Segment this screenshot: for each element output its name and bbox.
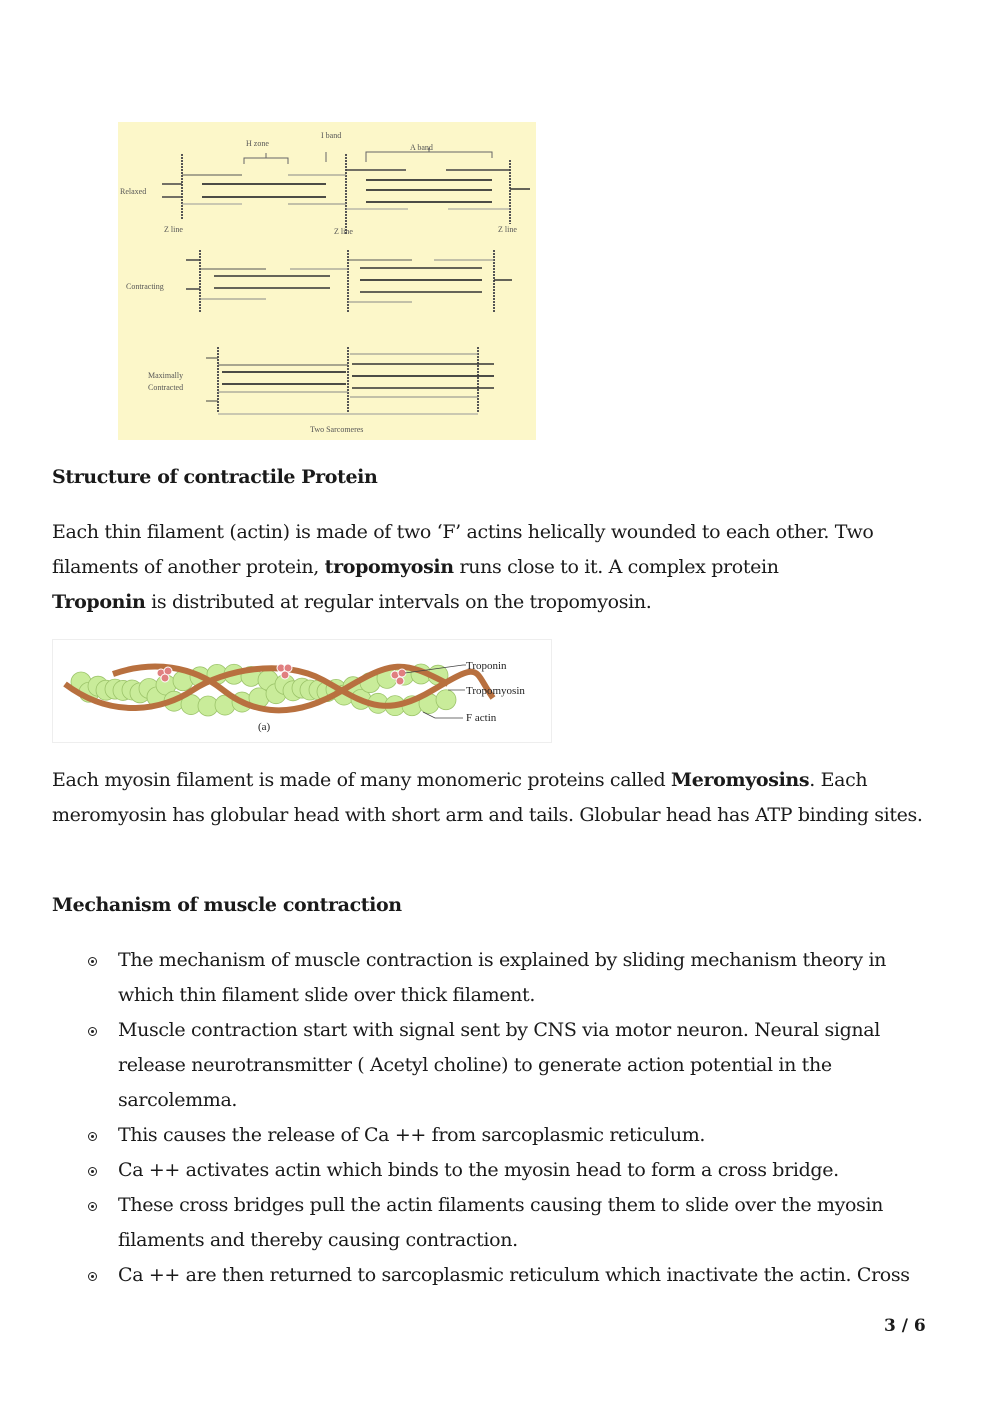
list-item-text: This causes the release of Ca ++ from sarcoplasmic reticulum. xyxy=(118,1124,706,1146)
contracted-label: Contracted xyxy=(148,383,184,392)
mechanism-bullet-list xyxy=(88,943,928,1293)
maximally-label: Maximally xyxy=(148,371,184,380)
z-line-label-3: Z line xyxy=(498,225,517,234)
a-band-bracket xyxy=(326,148,492,162)
figure-caption-a: (a) xyxy=(258,721,271,733)
sarcomere-diagram xyxy=(118,122,536,440)
contracting-row xyxy=(186,250,512,312)
text-segment: Each thin filament (actin) is made of two ‘F’ actins helically wounded to each other. Two filaments of another protein, xyxy=(52,521,874,578)
f-actin-label: F actin xyxy=(466,712,497,724)
maximally-contracted-row xyxy=(206,347,494,414)
troponin-label: Troponin xyxy=(466,660,507,672)
list-item-text: These cross bridges pull the actin filaments causing them to slide over the myosin filaments and thereby causing contraction. xyxy=(118,1194,884,1251)
sarcomere-figure xyxy=(118,122,536,440)
z-line-label-1: Z line xyxy=(164,225,183,234)
i-band-label: I band xyxy=(321,131,342,140)
term-meromyosins: Meromyosins xyxy=(671,769,810,791)
relaxed-label: Relaxed xyxy=(120,187,147,196)
text-segment: runs close to it. A complex protein xyxy=(453,556,779,578)
h-zone-bracket xyxy=(244,153,288,164)
section-heading-mechanism: Mechanism of muscle contraction xyxy=(52,894,402,916)
text-segment: is distributed at regular intervals on the tropomyosin. xyxy=(145,591,652,613)
text-segment: Each myosin filament is made of many monomeric proteins called xyxy=(52,769,672,791)
actin-diagram xyxy=(53,640,553,744)
bullet-icon xyxy=(88,1202,97,1211)
list-item-text: Ca ++ are then returned to sarcoplasmic reticulum which inactivate the actin. Cross xyxy=(118,1264,910,1286)
bullet-icon xyxy=(88,957,97,966)
list-item xyxy=(88,1258,928,1293)
section-heading-structure: Structure of contractile Protein xyxy=(52,466,378,488)
a-band-label: A band xyxy=(410,143,433,152)
list-item xyxy=(88,1153,928,1188)
actin-globule xyxy=(436,690,456,710)
list-item xyxy=(88,943,928,1013)
list-item xyxy=(88,1013,928,1118)
tropomyosin-label: Tropomyosin xyxy=(466,685,525,697)
h-zone-label: H zone xyxy=(246,139,269,148)
bullet-icon xyxy=(88,1167,97,1176)
paragraph-myosin xyxy=(52,763,932,833)
actin-filament-figure xyxy=(52,639,552,743)
bullet-icon xyxy=(88,1027,97,1036)
contracting-label: Contracting xyxy=(126,282,164,291)
term-troponin: Troponin xyxy=(52,591,146,613)
paragraph-thin-filament xyxy=(52,515,932,620)
bullet-icon xyxy=(88,1272,97,1281)
list-item xyxy=(88,1188,928,1258)
list-item-text: Muscle contraction start with signal sent by CNS via motor neuron. Neural signal release neurotransmitter ( Acetyl choline) to generate action potential in the sarcolemma. xyxy=(118,1019,880,1111)
text-segment: . Each meromyosin has globular head with short arm and tails. Globular head has ATP binding sites. xyxy=(52,769,923,826)
bullet-icon xyxy=(88,1132,97,1141)
list-item-text: Ca ++ activates actin which binds to the myosin head to form a cross bridge. xyxy=(118,1159,839,1181)
list-item xyxy=(88,1118,928,1153)
sarcomere-caption: Two Sarcomeres xyxy=(310,425,364,434)
z-line-label-2: Z line xyxy=(334,227,353,236)
page-number: 3 / 6 xyxy=(884,1316,926,1336)
relaxed-row xyxy=(162,154,530,234)
list-item-text: The mechanism of muscle contraction is explained by sliding mechanism theory in which thin filament slide over thick filament. xyxy=(118,949,887,1006)
term-tropomyosin: tropomyosin xyxy=(324,556,454,578)
